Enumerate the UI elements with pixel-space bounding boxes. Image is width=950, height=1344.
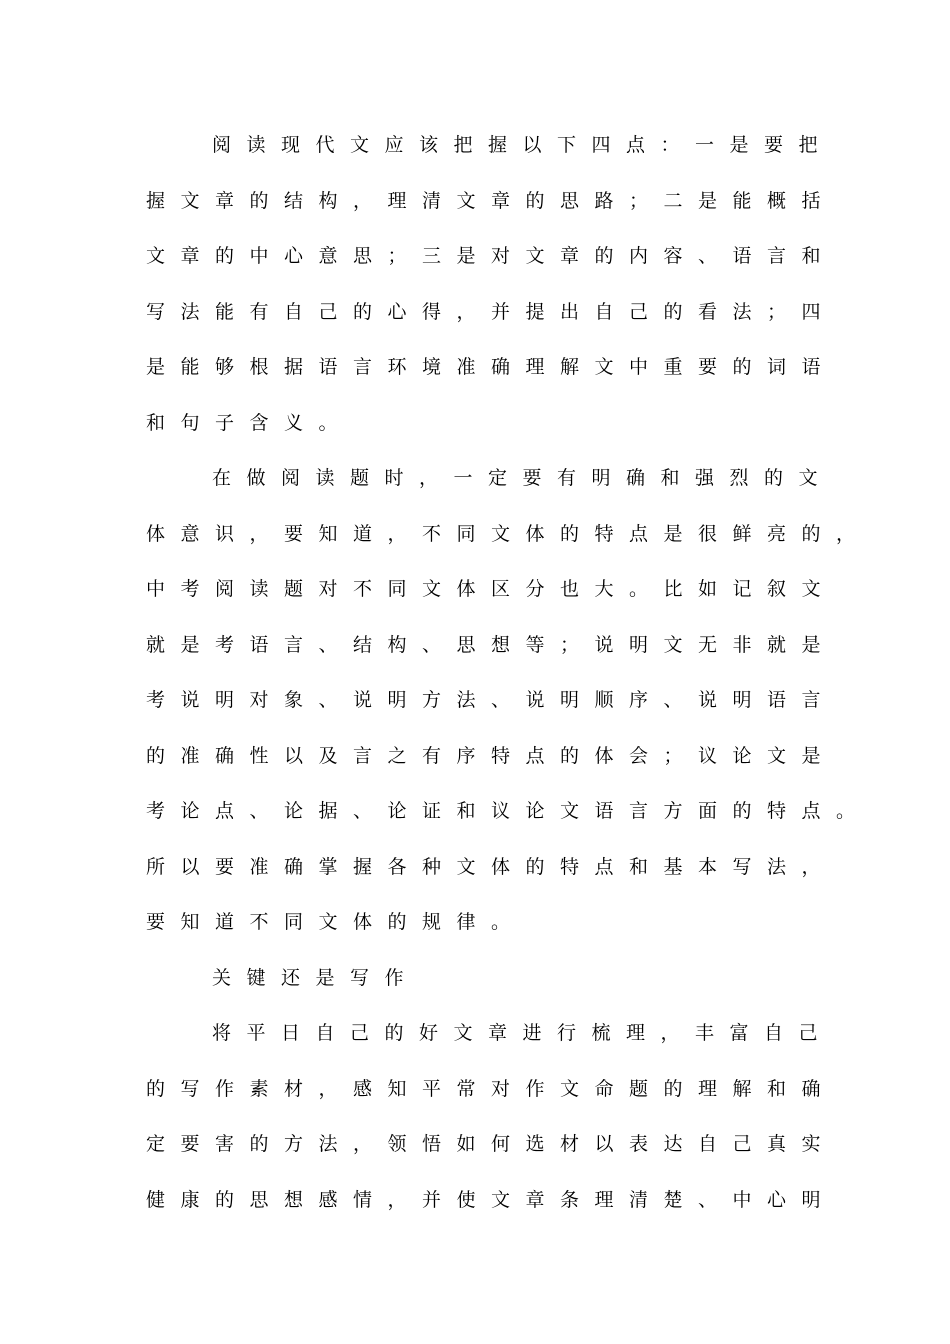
paragraph-2-line-4: 就是考语言、结构、思想等；说明文无非就是 [146, 634, 837, 656]
paragraph-1-line-2: 握文章的结构，理清文章的思路；二是能概括 [146, 190, 837, 212]
paragraph-3-line-4: 健康的思想感情，并使文章条理清楚、中心明 [146, 1189, 837, 1211]
paragraph-2-line-9: 要知道不同文体的规律。 [146, 911, 526, 933]
paragraph-2-line-3: 中考阅读题对不同文体区分也大。比如记叙文 [146, 578, 837, 600]
paragraph-1-line-4: 写法能有自己的心得，并提出自己的看法；四 [146, 301, 837, 323]
paragraph-3-line-3: 定要害的方法，领悟如何选材以表达自己真实 [146, 1133, 837, 1155]
paragraph-2-line-7: 考论点、论据、论证和议论文语言方面的特点。 [146, 800, 871, 822]
paragraph-2-line-5: 考说明对象、说明方法、说明顺序、说明语言 [146, 689, 837, 711]
paragraph-2-line-8: 所以要准确掌握各种文体的特点和基本写法， [146, 856, 837, 878]
paragraph-1-line-3: 文章的中心意思；三是对文章的内容、语言和 [146, 245, 837, 267]
paragraph-2-line-2: 体意识，要知道，不同文体的特点是很鲜亮的， [146, 523, 871, 545]
paragraph-3-line-1: 将平日自己的好文章进行梳理，丰富自己 [212, 1022, 834, 1044]
paragraph-1-line-1: 阅读现代文应该把握以下四点：一是要把 [212, 134, 834, 156]
paragraph-2-line-1: 在做阅读题时，一定要有明确和强烈的文 [212, 467, 834, 489]
section-heading: 关键还是写作 [212, 967, 420, 989]
paragraph-1-line-5: 是能够根据语言环境准确理解文中重要的词语 [146, 356, 837, 378]
paragraph-2-line-6: 的准确性以及言之有序特点的体会；议论文是 [146, 745, 837, 767]
paragraph-1-line-6: 和句子含义。 [146, 412, 354, 434]
paragraph-3-line-2: 的写作素材，感知平常对作文命题的理解和确 [146, 1078, 837, 1100]
